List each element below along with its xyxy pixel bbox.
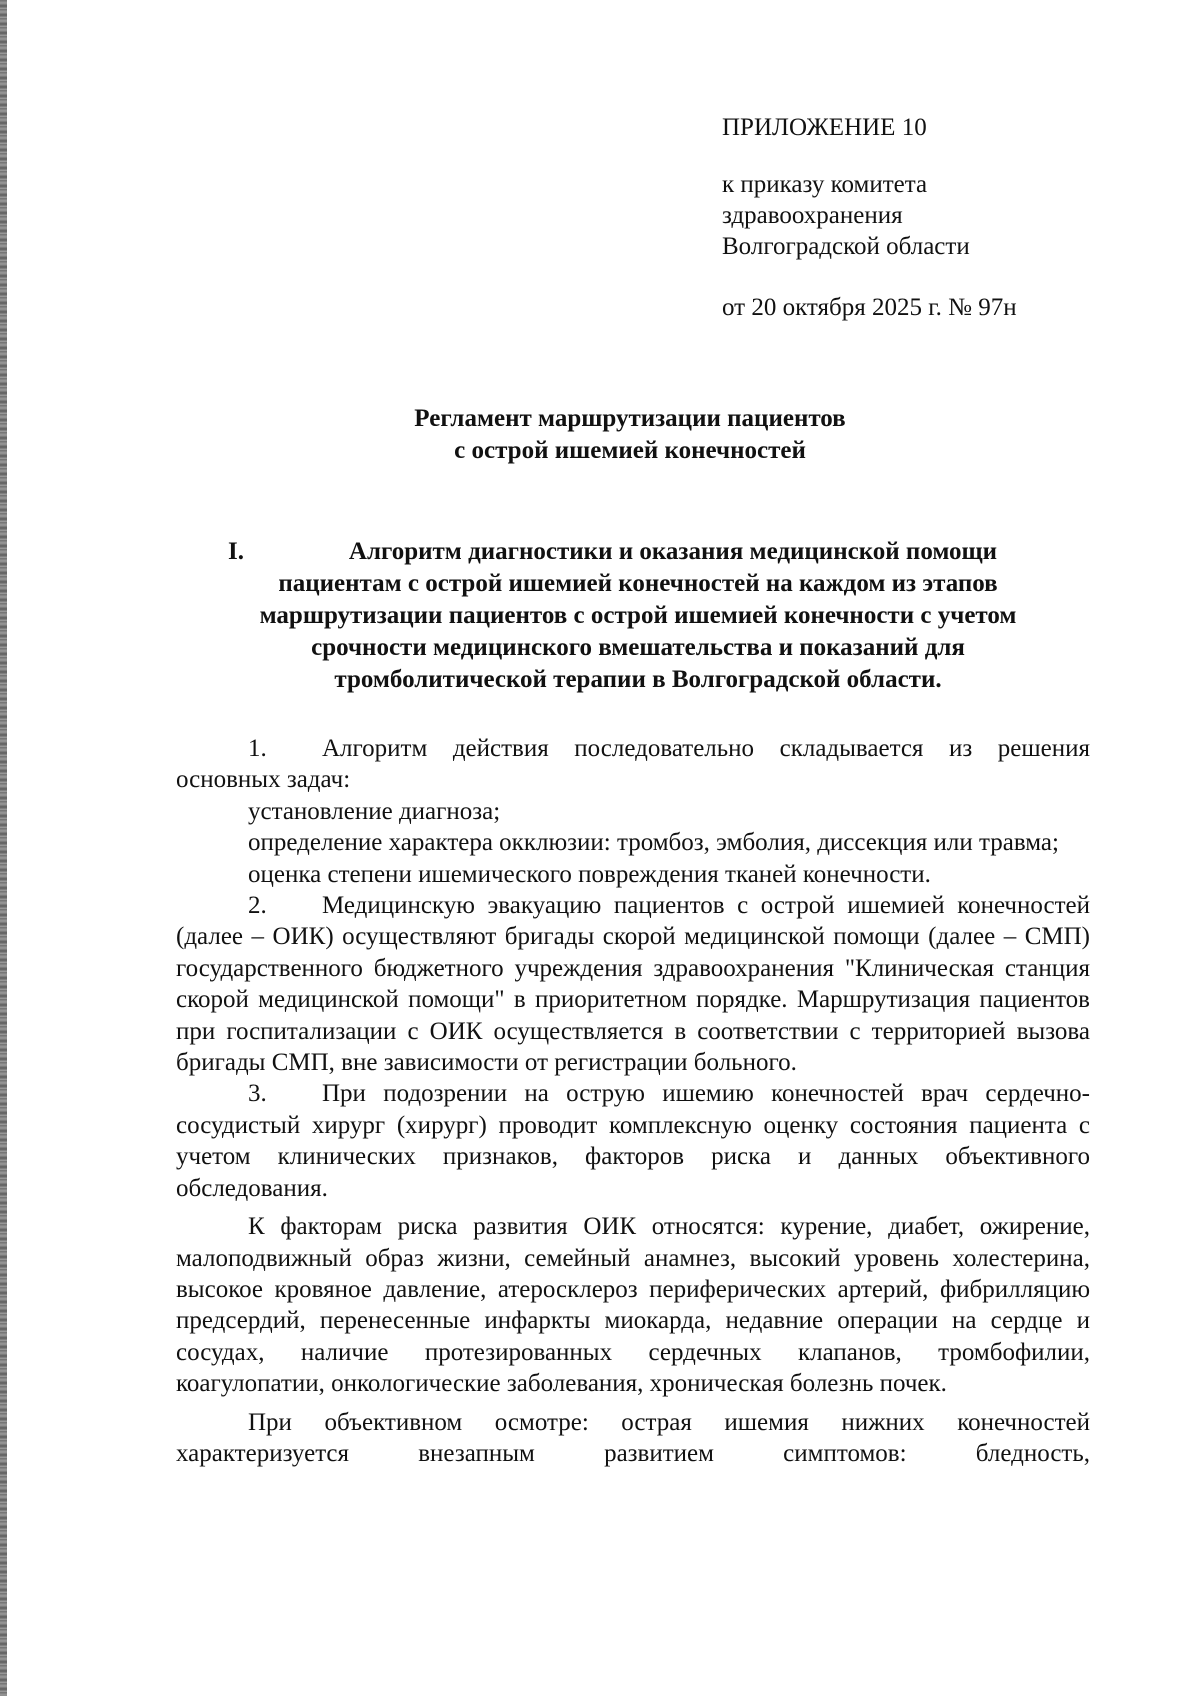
section-heading-line: тромболитической терапии в Волгоградской области.	[334, 666, 942, 693]
document-body	[176, 733, 1090, 1469]
section-heading-line: срочности медицинского вмешательства и показаний для	[311, 634, 965, 661]
appendix-order-reference	[722, 169, 1142, 262]
paragraph-2	[176, 890, 1090, 1078]
section-heading	[178, 536, 1098, 696]
order-reference-line: Волгоградской области	[722, 233, 970, 260]
document-title-line: с острой ишемией конечностей	[454, 437, 806, 464]
paragraph-risk-factors: К факторам риска развития ОИК относятся: курение, диабет, ожирение, малоподвижный образ жизни, семейный анамнез, высокий уровень холестерина, высокое кровяное давление, атеросклероз периферических артерий, фибрилляцию предсердий, перенесенные инфаркты миокарда, недавние операции на сердце и сосудах, наличие протезированных сердечных клапанов, тромбофилии, коагулопатии, онкологические заболевания, хроническая болезнь почек.	[176, 1213, 1090, 1398]
order-reference-line: здравоохранения	[722, 202, 903, 229]
paragraph-number: 1.	[248, 735, 267, 762]
paragraph-examination: При объективном осмотре: острая ишемия нижних конечностей характеризуется внезапным развитием симптомов: бледность,	[176, 1408, 1090, 1467]
order-date-number: от 20 октября 2025 г. № 97н	[722, 294, 1017, 321]
appendix-block	[722, 112, 1142, 323]
paragraph-1	[176, 733, 1090, 796]
paragraph-3	[176, 1078, 1090, 1204]
paragraph-number: 3.	[248, 1080, 267, 1108]
order-reference-line: к приказу комитета	[722, 171, 928, 198]
paragraph-number: 2.	[248, 892, 267, 920]
list-item: установление диагноза;	[248, 797, 501, 825]
section-number: I.	[228, 538, 244, 565]
list-item: оценка степени ишемического повреждения тканей конечности.	[248, 860, 931, 888]
document-title-line: Регламент маршрутизации пациентов	[414, 405, 846, 432]
list-item: определение характера окклюзии: тромбоз, эмболия, диссекция или травма;	[248, 829, 1059, 857]
document-title	[180, 403, 1080, 467]
section-heading-line: Алгоритм диагностики и оказания медицинской помощи	[348, 538, 998, 565]
paragraph-text: Медицинскую эвакуацию пациентов с острой ишемией конечностей (далее – ОИК) осуществляют бригады скорой медицинской помощи (далее – СМП) государственного бюджетного учреждения здравоохранения "Клиническая станция скорой медицинской помощи" в приоритетном порядке. Маршрутизация пациентов при госпитализации с ОИК осуществляется в соответствии с территорией вызова бригады СМП, вне зависимости от регистрации больного.	[176, 892, 1090, 1077]
section-heading-line: пациентам с острой ишемией конечностей на каждом из этапов	[278, 570, 998, 597]
paragraph-text: Алгоритм действия последовательно складывается из решения основных задач:	[176, 735, 1090, 794]
appendix-heading: ПРИЛОЖЕНИЕ 10	[722, 114, 927, 141]
paragraph-text: При подозрении на острую ишемию конечностей врач сердечно-сосудистый хирург (хирург) проводит комплексную оценку состояния пациента с учетом клинических признаков, факторов риска и данных объективного обследования.	[176, 1080, 1090, 1202]
section-heading-line: маршрутизации пациентов с острой ишемией конечности с учетом	[259, 602, 1017, 629]
